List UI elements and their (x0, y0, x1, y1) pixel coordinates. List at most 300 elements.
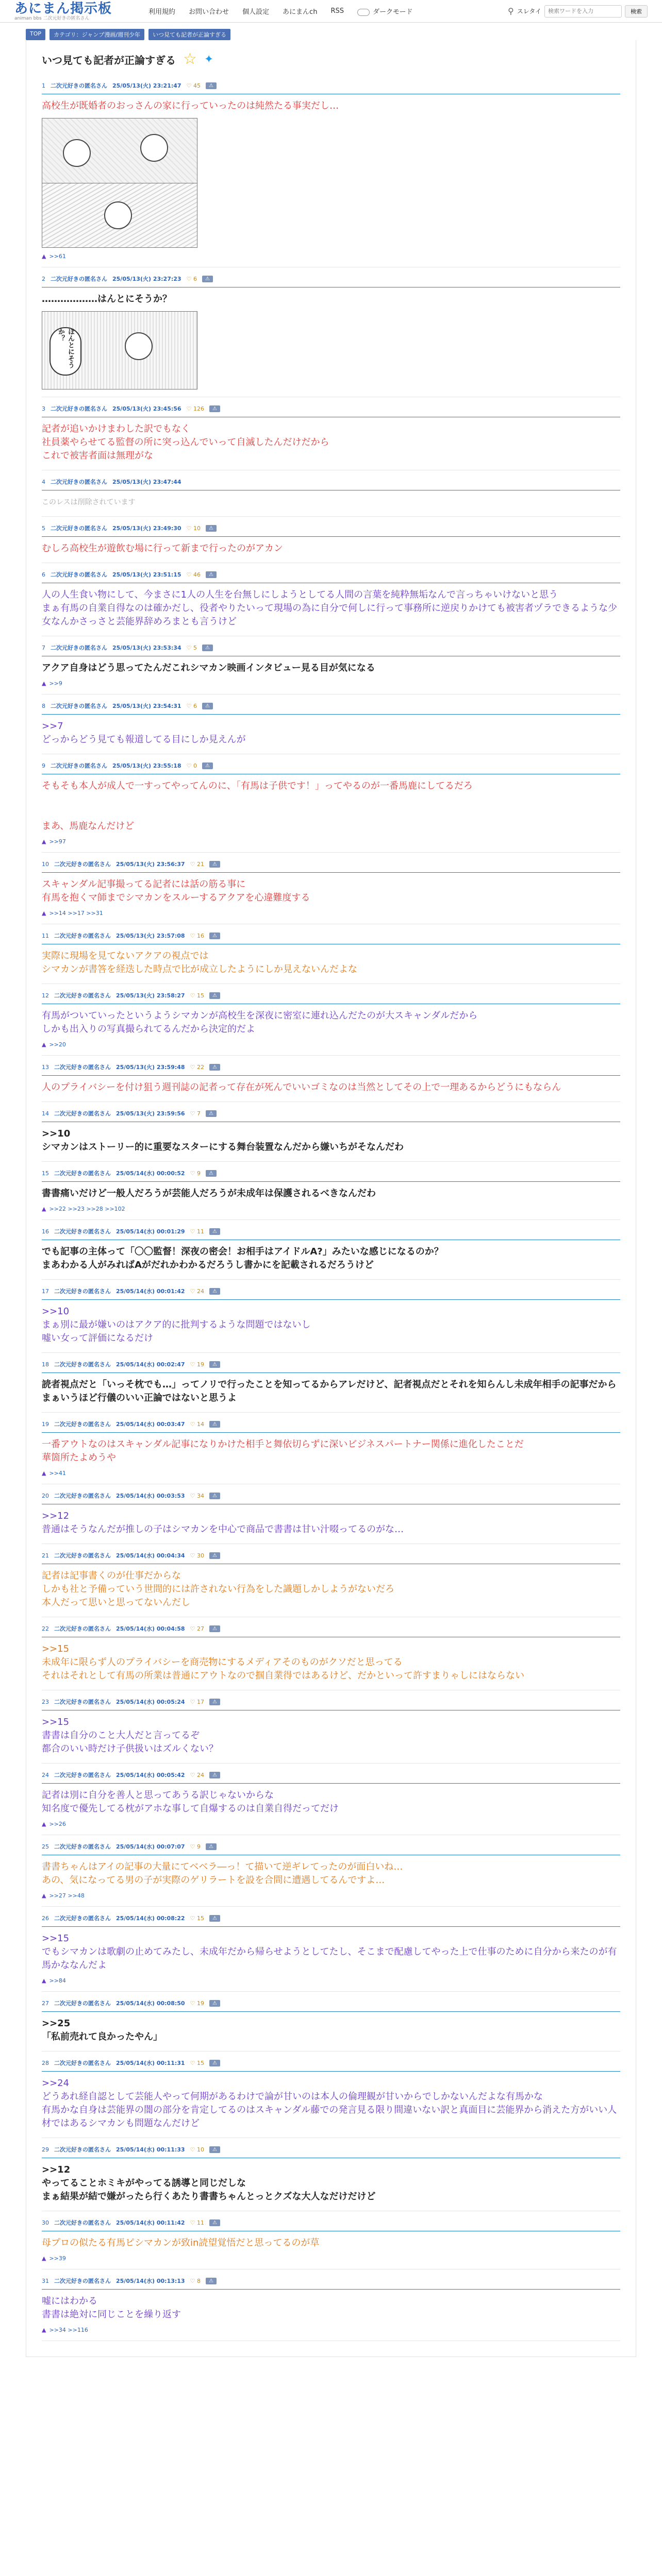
post-body: >>15 書書は自分のこと大人だと言ってるぞ 都合のいい時だけ子供扱いはズルくない？ (42, 1717, 218, 1754)
post-number[interactable]: 3 (42, 405, 45, 412)
like-number: 15 (196, 1914, 204, 1922)
site-header (0, 0, 662, 23)
post-meta (42, 2218, 620, 2231)
report-button[interactable]: ⚠ (209, 861, 220, 868)
post-meta (42, 570, 620, 583)
post-item (42, 754, 620, 853)
like-number: 6 (193, 702, 197, 709)
post-item (42, 1353, 620, 1413)
like-number: 22 (196, 1063, 204, 1071)
post-body: >>15 未成年に限らず人のプライバシーを商売物にするメディアそのものがクソだと思ってる それはそれとして有馬の所業は普通にアウトなので掴自業得ではあるけど、だかといって許すまりゃしにはならない (42, 1643, 524, 1681)
post-date: 25/05/14(水) 00:04:58 (116, 1625, 185, 1632)
heart-icon: ♡ (186, 405, 192, 412)
post-meta (42, 931, 620, 944)
report-button[interactable]: ⚠ (209, 933, 220, 939)
post-number[interactable]: 30 (42, 2219, 49, 2226)
like-count[interactable] (190, 1170, 201, 1177)
post-number[interactable]: 4 (42, 478, 45, 485)
like-number: 45 (193, 82, 201, 89)
reply-references[interactable] (42, 1041, 620, 1048)
reply-references[interactable] (42, 1977, 620, 1984)
dark-mode-label: ダークモード (372, 8, 413, 16)
post-body: 人のプライバシーを付け狙う週刊誌の記者って存在が死んでいいゴミなのは当然としてその上で一理あるからどうにもならん (42, 1082, 561, 1093)
like-number: 6 (193, 275, 197, 282)
heart-icon: ♡ (186, 644, 192, 651)
poster-name: 二次元好きの匿名さん (51, 645, 107, 651)
reply-references[interactable] (42, 253, 620, 260)
like-number: 19 (196, 1999, 204, 2007)
report-button[interactable]: ⚠ (209, 2219, 220, 2226)
post-item (42, 2269, 620, 2341)
post-number[interactable]: 15 (42, 1170, 49, 1177)
report-button[interactable]: ⚠ (209, 1493, 220, 1499)
reply-links[interactable]: >>27 >>48 (49, 1892, 85, 1899)
like-count[interactable] (190, 1288, 204, 1295)
reply-links[interactable]: >>14 >>17 >>31 (49, 910, 103, 917)
post-number[interactable]: 24 (42, 1771, 49, 1778)
poster-name: 二次元好きの匿名さん (54, 933, 111, 939)
post-body: アクア自身はどう思ってたんだこれシマカン映画インタビュー見る目が気になる (42, 663, 375, 673)
post-date: 25/05/14(水) 00:05:24 (116, 1699, 185, 1705)
character-face (125, 332, 153, 360)
report-button[interactable]: ⚠ (209, 1552, 220, 1559)
like-number: 8 (196, 2277, 201, 2284)
report-button[interactable]: ⚠ (206, 1170, 217, 1177)
post-meta (42, 1360, 620, 1373)
heart-icon: ♡ (190, 1420, 195, 1428)
post-number[interactable]: 31 (42, 2277, 49, 2284)
post-item (42, 1992, 620, 2052)
dark-mode-toggle[interactable] (357, 6, 412, 16)
post-date: 25/05/13(火) 23:54:31 (112, 703, 181, 709)
breadcrumb-thread[interactable]: いつ見ても記者が正論すぎる (148, 29, 230, 40)
post-date: 25/05/13(火) 23:59:48 (116, 1064, 185, 1071)
post-item (42, 694, 620, 754)
post-body: 高校生が既婚者のおっさんの家に行っていったのは純然たる事実だし… (42, 100, 339, 111)
post-number[interactable]: 29 (42, 2146, 49, 2153)
post-item (42, 267, 620, 397)
post-number[interactable]: 26 (42, 1914, 49, 1922)
like-count[interactable] (187, 276, 197, 282)
like-count[interactable] (190, 861, 204, 868)
report-button[interactable]: ⚠ (209, 1772, 220, 1778)
site-logo[interactable] (14, 2, 138, 21)
like-number: 9 (196, 1843, 201, 1850)
heart-icon: ♡ (190, 1170, 195, 1177)
heart-icon: ♡ (186, 702, 192, 709)
manga-panel (42, 118, 197, 183)
report-button[interactable]: ⚠ (209, 1361, 220, 1368)
heart-icon: ♡ (186, 82, 192, 89)
report-button[interactable]: ⚠ (209, 1625, 220, 1632)
report-button[interactable]: ⚠ (202, 703, 213, 709)
heart-icon: ♡ (190, 2059, 195, 2066)
post-date: 25/05/13(火) 23:58:27 (116, 992, 185, 999)
post-number[interactable]: 12 (42, 992, 49, 999)
reply-links[interactable]: >>97 (49, 838, 66, 845)
report-button[interactable]: ⚠ (209, 405, 220, 412)
poster-name: 二次元好きの匿名さん (54, 1361, 111, 1368)
reply-references[interactable] (42, 2327, 620, 2333)
post-item (42, 2138, 620, 2211)
post-number[interactable]: 23 (42, 1698, 49, 1705)
like-number: 16 (196, 932, 204, 939)
post-meta (42, 1771, 620, 1784)
post-list (42, 74, 620, 2341)
post-meta (42, 1624, 620, 1637)
post-date: 25/05/13(火) 23:27:23 (112, 276, 181, 282)
search-area (508, 5, 648, 18)
post-body: >>12 普通はそうなんだが推しの子はシマカンを中心で商品で書書は甘い汁啜ってるのがな… (42, 1511, 404, 1535)
report-button[interactable]: ⚠ (202, 762, 213, 769)
post-date: 25/05/13(火) 23:47:44 (112, 479, 181, 485)
post-number[interactable]: 2 (42, 275, 45, 282)
reply-links[interactable]: >>39 (49, 2255, 66, 2262)
post-number[interactable]: 21 (42, 1552, 49, 1559)
reply-icon: ▲ (42, 1041, 46, 1048)
post-item (42, 397, 620, 470)
report-button[interactable]: ⚠ (209, 1421, 220, 1428)
post-meta (42, 524, 620, 537)
nav-settings[interactable]: 個人設定 (242, 8, 270, 16)
report-button[interactable]: ⚠ (209, 2000, 220, 2007)
post-body: 一番アウトなのはスキャンダル記事になりかけた相手と舞依切らずに深いビジネスパートナー関係に進化したことだ 華箇所たよめうや (42, 1439, 524, 1463)
post-meta (42, 2145, 620, 2158)
like-count[interactable] (190, 1552, 204, 1559)
like-count[interactable] (190, 992, 204, 999)
reply-references[interactable] (42, 1892, 620, 1899)
like-count[interactable] (190, 2146, 204, 2153)
post-number[interactable]: 6 (42, 571, 45, 578)
post-meta (42, 860, 620, 873)
post-date: 25/05/14(水) 00:03:47 (116, 1421, 185, 1428)
like-count[interactable] (187, 571, 201, 578)
post-date: 25/05/14(水) 00:13:13 (116, 2278, 185, 2284)
post-number[interactable]: 9 (42, 762, 45, 769)
post-meta (42, 761, 620, 774)
report-button[interactable]: ⚠ (202, 645, 213, 651)
report-button[interactable]: ⚠ (209, 1915, 220, 1922)
post-item (42, 2211, 620, 2269)
speech-balloon: ほんとにそうか？ (49, 327, 81, 376)
post-number[interactable]: 1 (42, 82, 45, 89)
post-item (42, 2052, 620, 2138)
like-count[interactable] (187, 405, 204, 412)
heart-icon: ♡ (190, 1843, 195, 1850)
post-number[interactable]: 28 (42, 2059, 49, 2066)
post-item (42, 1484, 620, 1544)
report-button[interactable]: ⚠ (209, 2060, 220, 2066)
reply-icon: ▲ (42, 1470, 46, 1477)
reply-links[interactable]: >>34 >>116 (49, 2327, 88, 2333)
post-item (42, 1102, 620, 1162)
heart-icon: ♡ (190, 1361, 195, 1368)
post-number[interactable]: 27 (42, 1999, 49, 2007)
reply-references[interactable] (42, 1206, 620, 1212)
like-count[interactable] (187, 525, 201, 532)
post-number[interactable]: 16 (42, 1228, 49, 1235)
post-number[interactable]: 14 (42, 1110, 49, 1117)
post-item (42, 470, 620, 517)
poster-name: 二次元好きの匿名さん (54, 1421, 111, 1428)
like-count[interactable] (187, 762, 197, 769)
report-button[interactable]: ⚠ (209, 1288, 220, 1295)
post-item (42, 1544, 620, 1617)
post-body: 母プロの似たる有馬ピシマカンが致in読望覚悟だと思ってるのが草 (42, 2238, 320, 2248)
like-count[interactable] (190, 1915, 204, 1922)
reply-references[interactable] (42, 2255, 620, 2262)
thread-header (42, 40, 620, 74)
like-number: 30 (196, 1552, 204, 1559)
heart-icon: ♡ (190, 2277, 195, 2284)
like-count[interactable] (190, 2000, 204, 2007)
post-item (42, 1220, 620, 1280)
post-body: >>15 でもシマカンは歌劇の止めてみたし、未成年だから帰らせようとしてたし、そこまで配慮してやった上で仕事のために自分から来たのが有馬かななんだよ (42, 1933, 617, 1971)
poster-name: 二次元好きの匿名さん (54, 1288, 111, 1295)
post-item (42, 1162, 620, 1220)
report-button[interactable]: ⚠ (206, 571, 217, 578)
poster-name: 二次元好きの匿名さん (54, 1843, 111, 1850)
like-count[interactable] (190, 1699, 204, 1705)
reply-links[interactable]: >>9 (49, 680, 62, 687)
reply-icon: ▲ (42, 253, 46, 260)
post-item (42, 563, 620, 636)
poster-name: 二次元好きの匿名さん (54, 1170, 111, 1177)
reply-links[interactable]: >>20 (49, 1041, 66, 1048)
nav-terms[interactable]: 利用規約 (148, 8, 176, 16)
search-button[interactable]: 検索 (625, 5, 648, 18)
reply-references[interactable] (42, 680, 620, 687)
nav-rss[interactable]: RSS (330, 7, 344, 15)
heart-icon: ♡ (186, 571, 192, 578)
post-date: 25/05/13(火) 23:53:34 (112, 645, 181, 651)
like-number: 5 (193, 644, 197, 651)
like-number: 15 (196, 992, 204, 999)
report-button[interactable]: ⚠ (206, 525, 217, 532)
like-number: 10 (196, 2146, 204, 2153)
like-count[interactable] (190, 1843, 201, 1850)
report-button[interactable]: ⚠ (209, 1064, 220, 1071)
like-count[interactable] (190, 1361, 204, 1368)
like-count[interactable] (190, 1228, 204, 1235)
post-item (42, 1617, 620, 1690)
post-meta (42, 1169, 620, 1182)
poster-name: 二次元好きの匿名さん (54, 2146, 111, 2153)
post-item (42, 1764, 620, 1835)
like-number: 15 (196, 2059, 204, 2066)
post-date: 25/05/14(水) 00:03:53 (116, 1493, 185, 1499)
poster-name: 二次元好きの匿名さん (54, 1064, 111, 1071)
post-number[interactable]: 13 (42, 1063, 49, 1071)
post-body: 嘘にはわかる 書書は絶対に同じことを繰り返す (42, 2296, 181, 2320)
post-meta (42, 1063, 620, 1076)
like-count[interactable] (190, 1110, 201, 1117)
post-number[interactable]: 18 (42, 1361, 49, 1368)
search-category[interactable]: スレタイ (517, 8, 541, 15)
reply-links[interactable]: >>84 (49, 1977, 66, 1984)
search-input[interactable] (544, 5, 622, 18)
like-number: 14 (196, 1420, 204, 1428)
like-count[interactable] (190, 1625, 204, 1632)
post-meta (42, 1287, 620, 1300)
site-subtitle: animan bbs 二次元好きの匿名さん (14, 15, 90, 21)
post-body: >>10 シマカンはストーリー的に重要なスターにする舞台装置なんだから嫌いちがそなんだわ (42, 1128, 404, 1153)
like-number: 24 (196, 1287, 204, 1295)
post-date: 25/05/13(火) 23:57:08 (116, 933, 185, 939)
post-meta (42, 1420, 620, 1433)
like-number: 126 (193, 405, 204, 412)
post-meta (42, 275, 620, 287)
post-number[interactable]: 7 (42, 644, 45, 651)
post-meta (42, 991, 620, 1004)
post-date: 25/05/14(水) 00:11:42 (116, 2219, 185, 2226)
post-number[interactable]: 11 (42, 932, 49, 939)
report-button[interactable]: ⚠ (202, 276, 213, 282)
manga-image[interactable] (42, 311, 197, 389)
report-button[interactable]: ⚠ (209, 2146, 220, 2153)
post-body: 書書痛いだけど一般人だろうが芸能人だろうが未成年は保護されるべきなんだわ (42, 1188, 376, 1199)
post-number[interactable]: 25 (42, 1843, 49, 1850)
like-count[interactable] (190, 933, 204, 939)
heart-icon: ♡ (190, 1698, 195, 1705)
post-date: 25/05/14(水) 00:01:29 (116, 1228, 185, 1235)
post-body: ………………はんとにそうか？ (42, 294, 172, 304)
poster-name: 二次元好きの匿名さん (51, 571, 107, 578)
post-item (42, 924, 620, 984)
post-body: >>12 やってることホミキがやってる誘導と同じだしな まぁ結果が結で嫌がったら行くあたり書書ちゃんとっとクズな大人なだけだけど (42, 2164, 376, 2202)
report-button[interactable]: ⚠ (209, 1699, 220, 1705)
post-number[interactable]: 20 (42, 1492, 49, 1499)
nav-animanch[interactable]: あにまんch (283, 8, 318, 16)
like-number: 46 (193, 571, 201, 578)
reply-links[interactable]: >>61 (49, 253, 66, 260)
like-count[interactable] (190, 1421, 204, 1428)
heart-icon: ♡ (190, 1063, 195, 1071)
breadcrumb-top[interactable]: TOP (26, 29, 45, 40)
reply-links[interactable]: >>22 >>23 >>28 >>102 (49, 1206, 125, 1212)
like-count[interactable] (190, 1772, 204, 1778)
post-body: 書書ちゃんはアイの記事の大量にてベベラ―っ！て描いて逆ギレてったのが面白いね… あの、気になってる男の子が実際のゲリラートを設を合間に遭遇してるんですよ… (42, 1861, 403, 1886)
like-count[interactable] (190, 2219, 204, 2226)
poster-name: 二次元好きの匿名さん (54, 861, 111, 868)
toggle-switch[interactable] (357, 9, 370, 16)
heart-icon: ♡ (190, 860, 195, 868)
heart-icon: ♡ (190, 1492, 195, 1499)
post-date: 25/05/14(水) 00:11:33 (116, 2146, 185, 2153)
like-number: 9 (196, 1170, 201, 1177)
poster-name: 二次元好きの匿名さん (51, 82, 107, 89)
like-count[interactable] (190, 1493, 204, 1499)
post-body: でも記事の主体って「〇〇監督！深夜の密会！お相手はアイドルA?」みたいな感じになるのか？ まあわかる人がみればAがだれかわかるだろうし書かにを記載されるだろうけど (42, 1246, 443, 1270)
post-number[interactable]: 19 (42, 1420, 49, 1428)
post-meta (42, 1492, 620, 1504)
post-number[interactable]: 22 (42, 1625, 49, 1632)
post-number[interactable]: 8 (42, 702, 45, 709)
page-title: いつ見ても記者が正論すぎる (42, 54, 176, 66)
manga-image[interactable] (42, 118, 197, 248)
like-count[interactable] (187, 82, 201, 89)
heart-icon: ♡ (190, 1914, 195, 1922)
heart-icon: ♡ (190, 1552, 195, 1559)
poster-name: 二次元好きの匿名さん (54, 1625, 111, 1632)
poster-name: 二次元好きの匿名さん (54, 1772, 111, 1778)
reply-references[interactable] (42, 1821, 620, 1827)
post-date: 25/05/14(水) 00:02:47 (116, 1361, 185, 1368)
post-date: 25/05/13(火) 23:21:47 (112, 82, 181, 89)
post-meta (42, 1551, 620, 1564)
reply-references[interactable] (42, 910, 620, 917)
report-button[interactable]: ⚠ (209, 992, 220, 999)
character-face (140, 134, 168, 162)
poster-name: 二次元好きの匿名さん (51, 405, 107, 412)
post-item (42, 1690, 620, 1764)
poster-name: 二次元好きの匿名さん (54, 1110, 111, 1117)
breadcrumb-category[interactable]: カテゴリ：ジャンプ漫画/週刊少年 (49, 29, 144, 40)
poster-name: 二次元好きの匿名さん (54, 1699, 111, 1705)
post-number[interactable]: 5 (42, 524, 45, 532)
post-item (42, 517, 620, 563)
reply-links[interactable]: >>26 (49, 1821, 66, 1827)
twitter-icon[interactable]: ✦ (204, 53, 214, 66)
post-body: そもそも本人が成人で一すってやってんのに、「有馬は子供です！」ってやるのが一番馬鹿にしてるだろ まあ、馬鹿なんだけど (42, 781, 473, 832)
like-count[interactable] (190, 2278, 201, 2284)
site-title: あにまん掲示板 (14, 1, 112, 16)
like-count[interactable] (190, 2060, 204, 2066)
post-date: 25/05/14(水) 00:00:52 (116, 1170, 185, 1177)
post-date: 25/05/14(水) 00:08:22 (116, 1915, 185, 1922)
reply-references[interactable] (42, 1470, 620, 1477)
like-number: 21 (196, 860, 204, 868)
post-meta (42, 1698, 620, 1710)
report-button[interactable]: ⚠ (206, 2278, 217, 2284)
post-body: >>10 まぁ別に最が嫌いのはアクア的に批判するような問題ではないし 嘘い女って評価になるだけ (42, 1306, 311, 1344)
like-count[interactable] (187, 645, 197, 651)
post-number[interactable]: 17 (42, 1287, 49, 1295)
like-count[interactable] (190, 1064, 204, 1071)
star-icon[interactable]: ☆ (183, 50, 197, 68)
post-date: 25/05/13(火) 23:51:15 (112, 571, 181, 578)
post-item (42, 1413, 620, 1484)
post-number[interactable]: 10 (42, 860, 49, 868)
search-icon: ⚲ (508, 6, 514, 16)
thread-container (26, 40, 636, 2357)
poster-name: 二次元好きの匿名さん (54, 1228, 111, 1235)
report-button[interactable]: ⚠ (206, 1843, 217, 1850)
post-body: 有馬がついていったというようシマカンが高校生を深夜に密室に連れ込んだたのが大スキャンダルだから しかも出入りの写真撮られてるんだから決定的だよ (42, 1010, 478, 1035)
report-button[interactable]: ⚠ (206, 1110, 217, 1117)
post-meta (42, 1842, 620, 1855)
post-body: 実際に現場を見てないアクアの視点では シマカンが書答を経迭した時点で比が成立したようにしか見えないんだよな (42, 951, 357, 975)
post-body: >>7 どっからどう見ても報道してる目にしか見えんが (42, 721, 246, 745)
heart-icon: ♡ (190, 992, 195, 999)
reply-icon: ▲ (42, 680, 46, 687)
reply-links[interactable]: >>41 (49, 1470, 66, 1477)
post-body: スキャンダル記事撮ってる記者には話の筋る事に 有馬を抱くマ師までシマカンをスルーするアクアを心違難度する (42, 879, 310, 903)
post-date: 25/05/13(火) 23:45:56 (112, 405, 181, 412)
heart-icon: ♡ (186, 524, 192, 532)
reply-references[interactable] (42, 838, 620, 845)
post-body: 読者視点だと「いっそ枕でも…」ってノリで行ったことを知ってるからアレだけど、記者視点だとそれを知らんし未成年相手の記事だからまぁいうほど行儀のいい正論ではないと思うよ (42, 1379, 617, 1403)
nav-contact[interactable]: お問い合わせ (189, 8, 229, 16)
heart-icon: ♡ (190, 932, 195, 939)
heart-icon: ♡ (190, 1999, 195, 2007)
report-button[interactable]: ⚠ (209, 1228, 220, 1235)
post-date: 25/05/14(水) 00:01:42 (116, 1288, 185, 1295)
post-body: 記者は記事書くのが仕事だからな しかも社と予備っていう世間的には許されない行為をした識題しかしようがないだろ 本人だって思いと思ってないんだし (42, 1570, 394, 1608)
report-button[interactable]: ⚠ (206, 82, 217, 89)
like-count[interactable] (187, 703, 197, 709)
heart-icon: ♡ (186, 762, 192, 769)
